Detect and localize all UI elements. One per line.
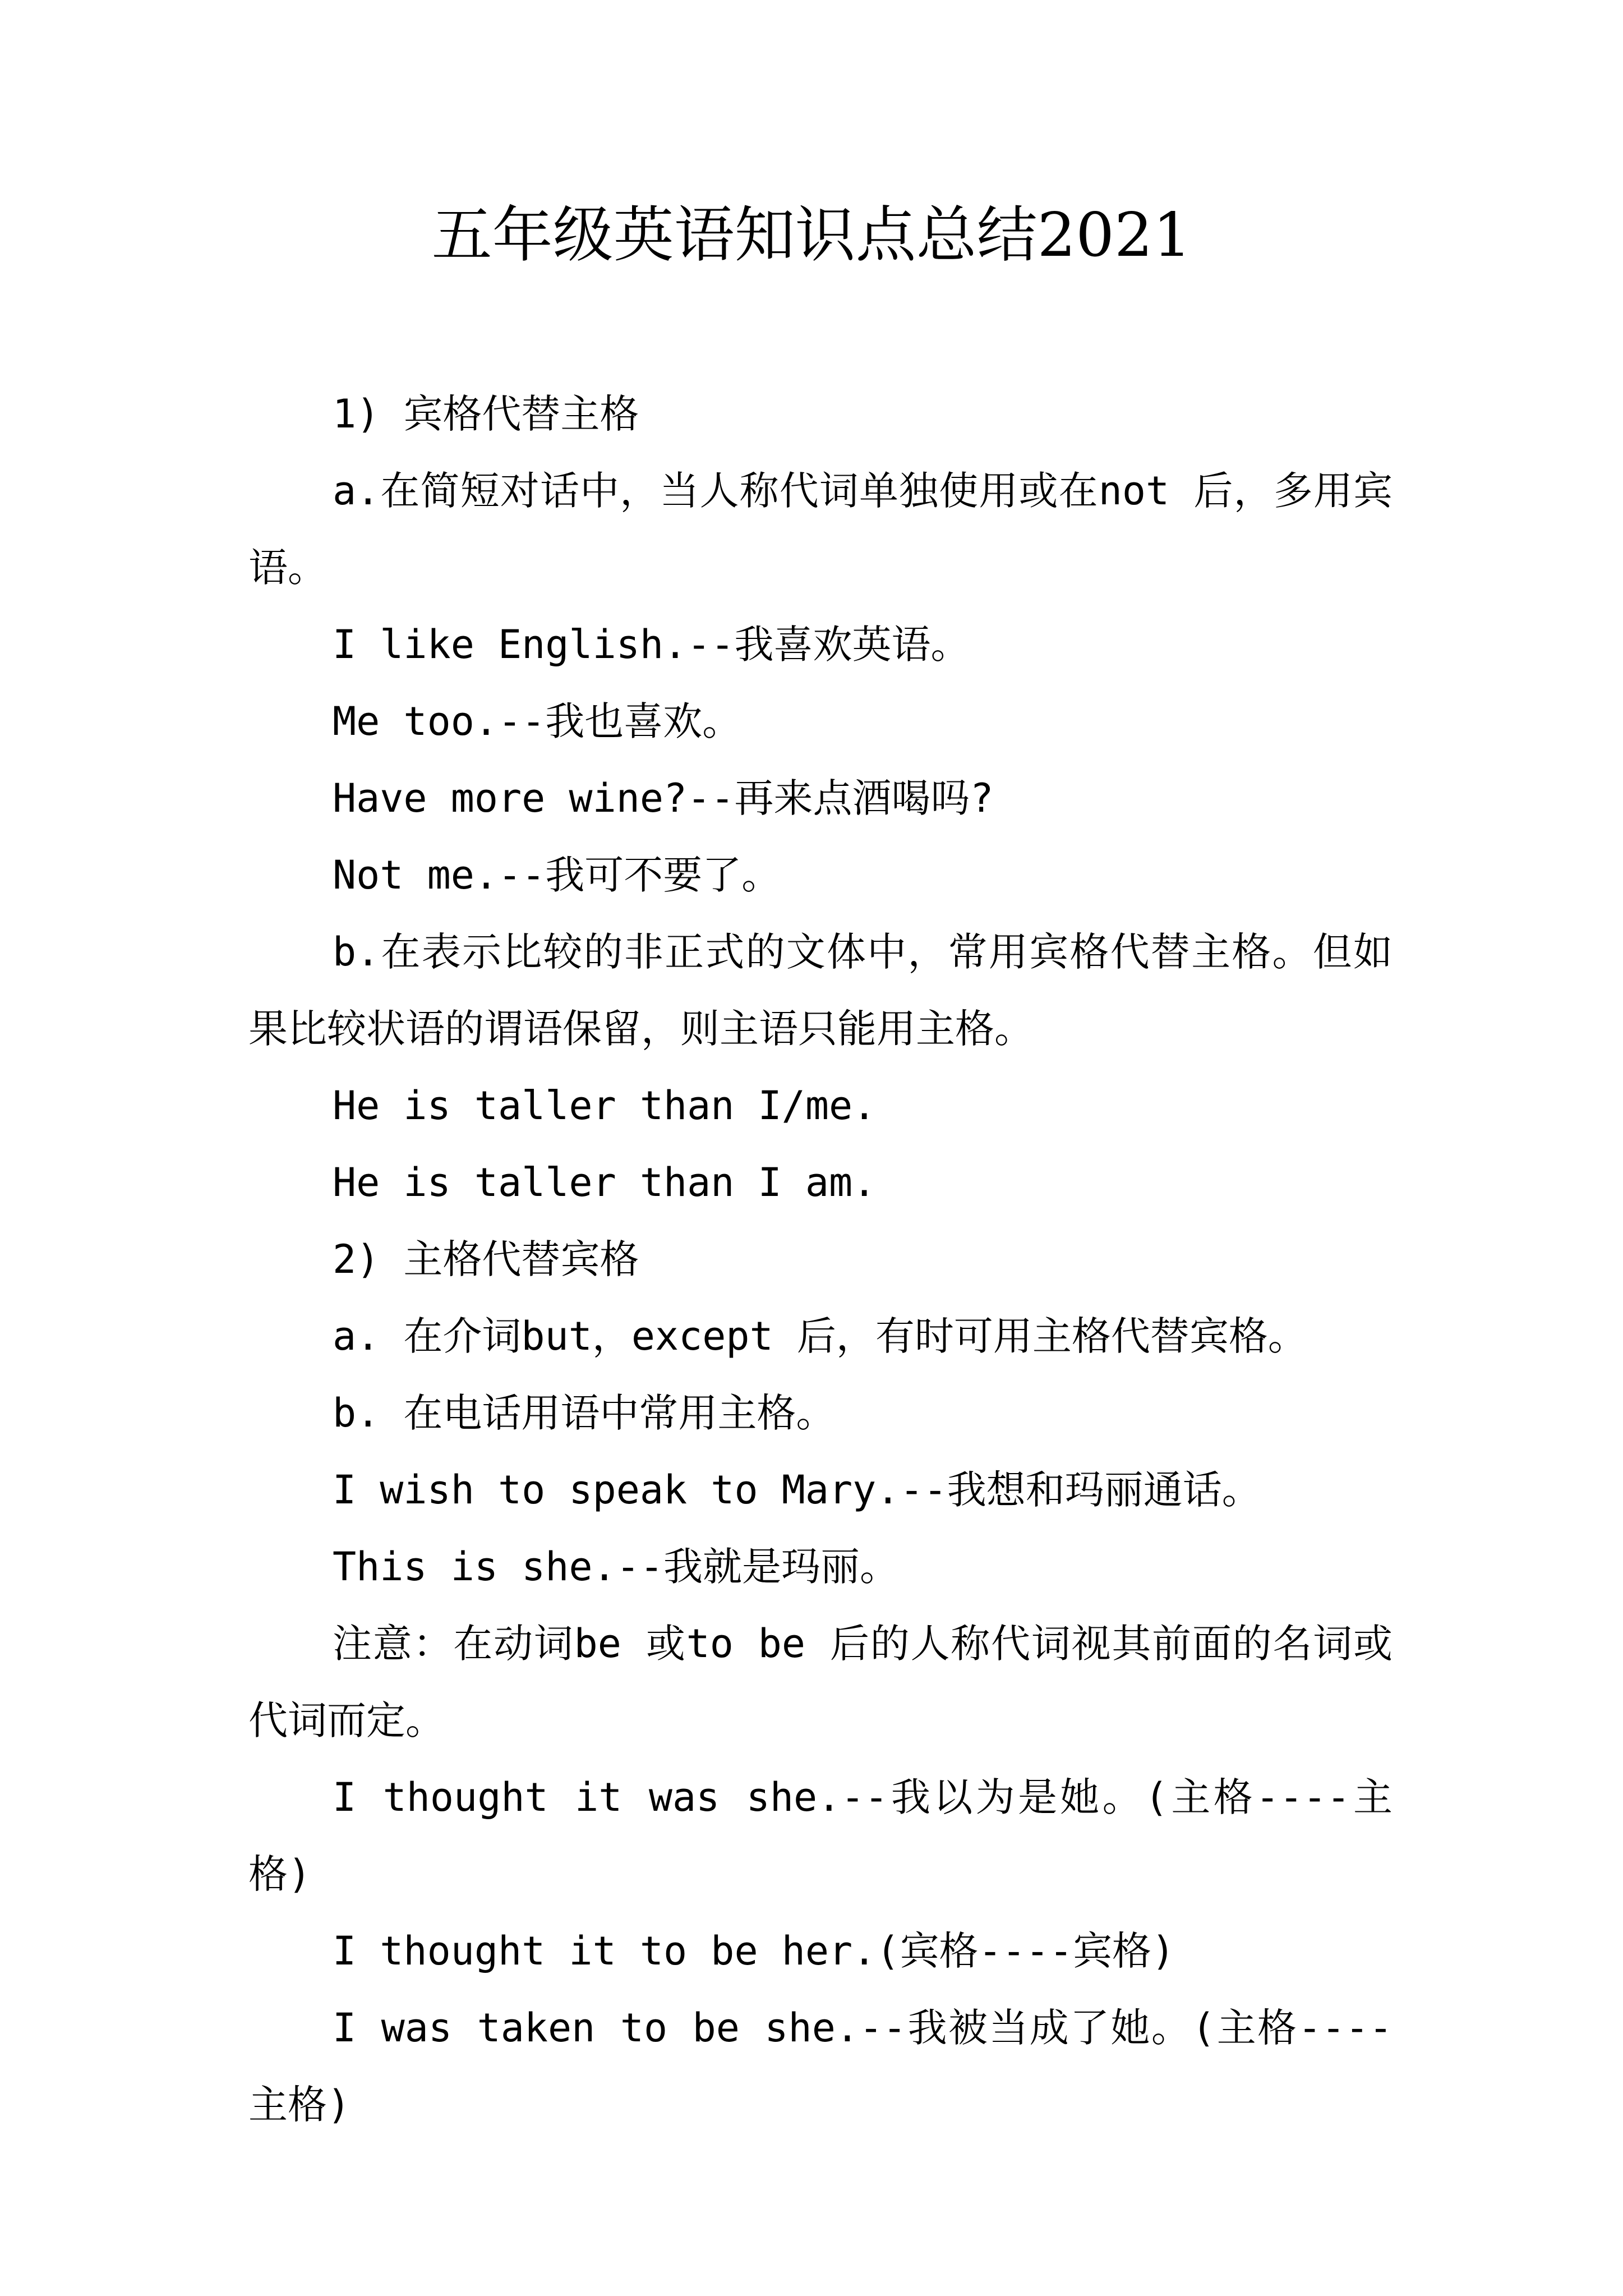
example-line: I wish to speak to Mary.--我想和玛丽通话。: [333, 1467, 1261, 1513]
example-line: I like English.--我喜欢英语。: [333, 622, 970, 668]
document-body: [248, 376, 1393, 2143]
example-line: Not me.--我可不要了。: [333, 852, 781, 898]
paragraph-rule-b: b.在表示比较的非正式的文体中，常用宾格代替主格。但如果比较状语的谓语保留，则主语只能用主格。: [248, 929, 1393, 1052]
example-line: I was taken to be she.--我被当成了她。(主格----主格): [248, 2005, 1393, 2128]
document-title: 五年级英语知识点总结2021: [431, 200, 1192, 270]
paragraph-rule-a: a. 在介词but，except 后，有时可用主格代替宾格。: [333, 1313, 1307, 1359]
example-line: Have more wine?--再来点酒喝吗?: [333, 775, 994, 821]
example-line: He is taller than I/me.: [333, 1083, 877, 1129]
example-line: I thought it was she.--我以为是她。(主格----主格): [248, 1774, 1393, 1897]
paragraph-rule-a: a.在简短对话中，当人称代词单独使用或在not 后，多用宾语。: [248, 468, 1393, 591]
heading-subjective-for-objective: 2) 主格代替宾格: [333, 1236, 639, 1282]
note-paragraph: 注意：在动词be 或to be 后的人称代词视其前面的名词或代词而定。: [248, 1621, 1393, 1743]
example-line: This is she.--我就是玛丽。: [333, 1544, 900, 1590]
example-line: Me too.--我也喜欢。: [333, 698, 742, 744]
heading-objective-for-subjective: 1) 宾格代替主格: [333, 391, 639, 437]
paragraph-rule-b: b. 在电话用语中常用主格。: [333, 1390, 836, 1436]
example-line: He is taller than I am.: [333, 1159, 877, 1205]
example-line: I thought it to be her.(宾格----宾格): [333, 1928, 1175, 1974]
